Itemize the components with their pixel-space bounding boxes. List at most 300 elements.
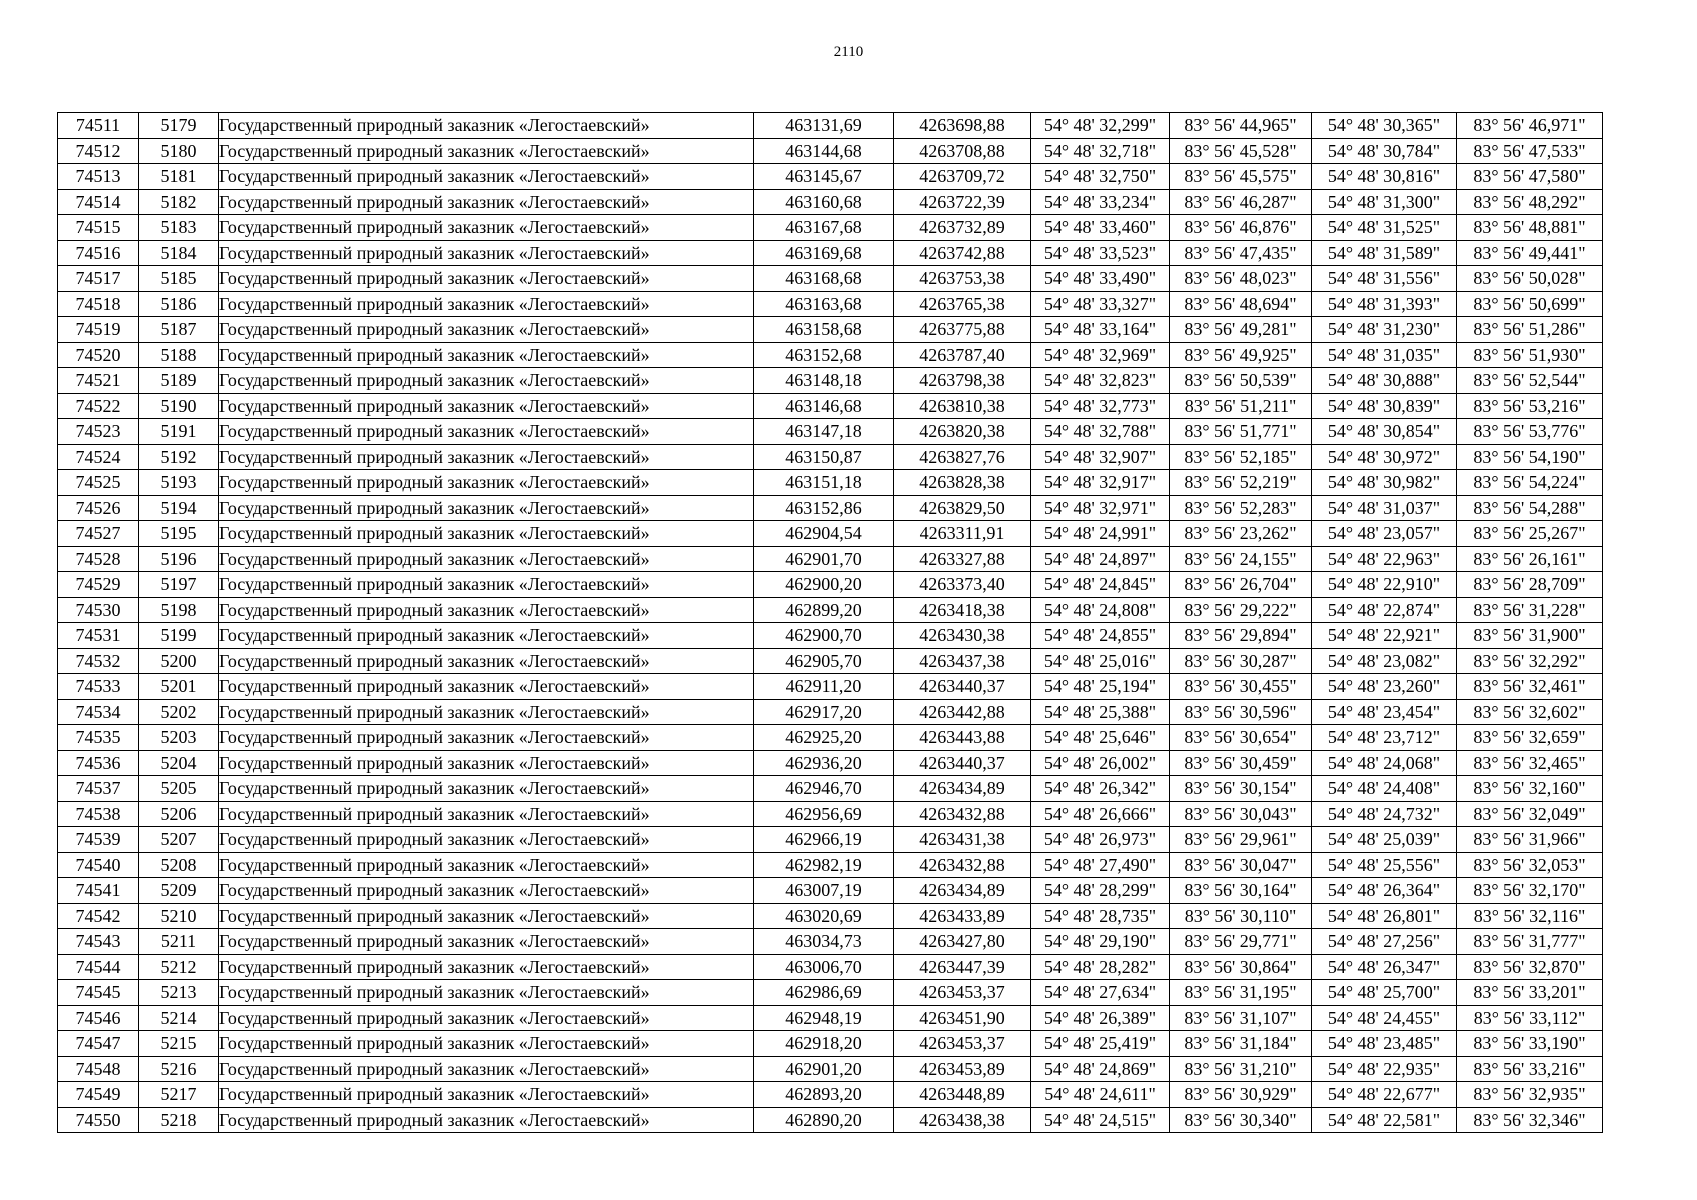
latitude-1-cell: 54° 48' 33,523" xyxy=(1031,240,1170,266)
longitude-1-cell: 83° 56' 49,925" xyxy=(1170,342,1312,368)
longitude-2-cell: 83° 56' 32,053" xyxy=(1457,852,1603,878)
row-number-cell: 74516 xyxy=(58,240,139,266)
longitude-2-cell: 83° 56' 54,190" xyxy=(1457,444,1603,470)
x-coordinate-cell: 463131,69 xyxy=(754,113,894,139)
object-name-cell: Государственный природный заказник «Легостаевский» xyxy=(219,699,754,725)
longitude-1-cell: 83° 56' 26,704" xyxy=(1170,572,1312,598)
table-row xyxy=(58,444,1603,470)
y-coordinate-cell: 4263432,88 xyxy=(894,852,1031,878)
row-number-cell: 74526 xyxy=(58,495,139,521)
latitude-1-cell: 54° 48' 24,897" xyxy=(1031,546,1170,572)
latitude-1-cell: 54° 48' 32,969" xyxy=(1031,342,1170,368)
x-coordinate-cell: 462899,20 xyxy=(754,597,894,623)
table-row xyxy=(58,419,1603,445)
row-number-cell: 74538 xyxy=(58,801,139,827)
object-name-cell: Государственный природный заказник «Легостаевский» xyxy=(219,521,754,547)
longitude-2-cell: 83° 56' 32,346" xyxy=(1457,1107,1603,1133)
longitude-2-cell: 83° 56' 33,216" xyxy=(1457,1056,1603,1082)
latitude-2-cell: 54° 48' 25,556" xyxy=(1312,852,1457,878)
row-number-cell: 74548 xyxy=(58,1056,139,1082)
table-row xyxy=(58,572,1603,598)
latitude-2-cell: 54° 48' 30,816" xyxy=(1312,164,1457,190)
latitude-1-cell: 54° 48' 33,164" xyxy=(1031,317,1170,343)
row-number-cell: 74546 xyxy=(58,1005,139,1031)
longitude-1-cell: 83° 56' 46,876" xyxy=(1170,215,1312,241)
row-number-cell: 74514 xyxy=(58,189,139,215)
longitude-1-cell: 83° 56' 48,694" xyxy=(1170,291,1312,317)
y-coordinate-cell: 4263437,38 xyxy=(894,648,1031,674)
longitude-2-cell: 83° 56' 33,190" xyxy=(1457,1031,1603,1057)
latitude-1-cell: 54° 48' 26,389" xyxy=(1031,1005,1170,1031)
point-number-cell: 5214 xyxy=(139,1005,219,1031)
longitude-2-cell: 83° 56' 46,971" xyxy=(1457,113,1603,139)
latitude-1-cell: 54° 48' 29,190" xyxy=(1031,929,1170,955)
latitude-2-cell: 54° 48' 27,256" xyxy=(1312,929,1457,955)
latitude-2-cell: 54° 48' 22,935" xyxy=(1312,1056,1457,1082)
x-coordinate-cell: 462925,20 xyxy=(754,725,894,751)
x-coordinate-cell: 462900,20 xyxy=(754,572,894,598)
table-row xyxy=(58,546,1603,572)
latitude-1-cell: 54° 48' 32,907" xyxy=(1031,444,1170,470)
longitude-1-cell: 83° 56' 45,528" xyxy=(1170,138,1312,164)
latitude-2-cell: 54° 48' 30,854" xyxy=(1312,419,1457,445)
longitude-2-cell: 83° 56' 32,870" xyxy=(1457,954,1603,980)
latitude-1-cell: 54° 48' 32,917" xyxy=(1031,470,1170,496)
longitude-1-cell: 83° 56' 45,575" xyxy=(1170,164,1312,190)
latitude-2-cell: 54° 48' 30,839" xyxy=(1312,393,1457,419)
latitude-1-cell: 54° 48' 24,808" xyxy=(1031,597,1170,623)
latitude-1-cell: 54° 48' 33,490" xyxy=(1031,266,1170,292)
latitude-1-cell: 54° 48' 25,194" xyxy=(1031,674,1170,700)
longitude-1-cell: 83° 56' 30,654" xyxy=(1170,725,1312,751)
longitude-1-cell: 83° 56' 29,771" xyxy=(1170,929,1312,955)
row-number-cell: 74511 xyxy=(58,113,139,139)
row-number-cell: 74512 xyxy=(58,138,139,164)
x-coordinate-cell: 463160,68 xyxy=(754,189,894,215)
y-coordinate-cell: 4263440,37 xyxy=(894,674,1031,700)
point-number-cell: 5206 xyxy=(139,801,219,827)
x-coordinate-cell: 463168,68 xyxy=(754,266,894,292)
table-row xyxy=(58,495,1603,521)
longitude-2-cell: 83° 56' 49,441" xyxy=(1457,240,1603,266)
x-coordinate-cell: 463158,68 xyxy=(754,317,894,343)
longitude-2-cell: 83° 56' 53,216" xyxy=(1457,393,1603,419)
table-row xyxy=(58,623,1603,649)
longitude-2-cell: 83° 56' 50,699" xyxy=(1457,291,1603,317)
latitude-2-cell: 54° 48' 30,982" xyxy=(1312,470,1457,496)
latitude-2-cell: 54° 48' 31,589" xyxy=(1312,240,1457,266)
y-coordinate-cell: 4263373,40 xyxy=(894,572,1031,598)
longitude-2-cell: 83° 56' 26,161" xyxy=(1457,546,1603,572)
point-number-cell: 5179 xyxy=(139,113,219,139)
latitude-2-cell: 54° 48' 23,260" xyxy=(1312,674,1457,700)
object-name-cell: Государственный природный заказник «Легостаевский» xyxy=(219,929,754,955)
y-coordinate-cell: 4263765,38 xyxy=(894,291,1031,317)
x-coordinate-cell: 463007,19 xyxy=(754,878,894,904)
latitude-1-cell: 54° 48' 27,634" xyxy=(1031,980,1170,1006)
longitude-1-cell: 83° 56' 52,283" xyxy=(1170,495,1312,521)
longitude-1-cell: 83° 56' 50,539" xyxy=(1170,368,1312,394)
object-name-cell: Государственный природный заказник «Легостаевский» xyxy=(219,164,754,190)
longitude-1-cell: 83° 56' 31,107" xyxy=(1170,1005,1312,1031)
y-coordinate-cell: 4263453,37 xyxy=(894,980,1031,1006)
longitude-2-cell: 83° 56' 53,776" xyxy=(1457,419,1603,445)
x-coordinate-cell: 462904,54 xyxy=(754,521,894,547)
y-coordinate-cell: 4263432,88 xyxy=(894,801,1031,827)
object-name-cell: Государственный природный заказник «Легостаевский» xyxy=(219,776,754,802)
point-number-cell: 5197 xyxy=(139,572,219,598)
point-number-cell: 5200 xyxy=(139,648,219,674)
object-name-cell: Государственный природный заказник «Легостаевский» xyxy=(219,138,754,164)
longitude-1-cell: 83° 56' 29,222" xyxy=(1170,597,1312,623)
x-coordinate-cell: 463150,87 xyxy=(754,444,894,470)
y-coordinate-cell: 4263453,37 xyxy=(894,1031,1031,1057)
object-name-cell: Государственный природный заказник «Легостаевский» xyxy=(219,266,754,292)
y-coordinate-cell: 4263433,89 xyxy=(894,903,1031,929)
latitude-2-cell: 54° 48' 24,408" xyxy=(1312,776,1457,802)
row-number-cell: 74533 xyxy=(58,674,139,700)
latitude-1-cell: 54° 48' 24,991" xyxy=(1031,521,1170,547)
row-number-cell: 74534 xyxy=(58,699,139,725)
longitude-2-cell: 83° 56' 32,461" xyxy=(1457,674,1603,700)
table-row xyxy=(58,266,1603,292)
table-row xyxy=(58,113,1603,139)
longitude-2-cell: 83° 56' 25,267" xyxy=(1457,521,1603,547)
x-coordinate-cell: 463034,73 xyxy=(754,929,894,955)
x-coordinate-cell: 462911,20 xyxy=(754,674,894,700)
row-number-cell: 74547 xyxy=(58,1031,139,1057)
row-number-cell: 74542 xyxy=(58,903,139,929)
longitude-2-cell: 83° 56' 28,709" xyxy=(1457,572,1603,598)
point-number-cell: 5212 xyxy=(139,954,219,980)
row-number-cell: 74530 xyxy=(58,597,139,623)
latitude-1-cell: 54° 48' 32,299" xyxy=(1031,113,1170,139)
table-row xyxy=(58,215,1603,241)
longitude-2-cell: 83° 56' 31,777" xyxy=(1457,929,1603,955)
table-row xyxy=(58,521,1603,547)
latitude-2-cell: 54° 48' 22,921" xyxy=(1312,623,1457,649)
latitude-2-cell: 54° 48' 31,230" xyxy=(1312,317,1457,343)
row-number-cell: 74540 xyxy=(58,852,139,878)
object-name-cell: Государственный природный заказник «Легостаевский» xyxy=(219,419,754,445)
y-coordinate-cell: 4263451,90 xyxy=(894,1005,1031,1031)
longitude-1-cell: 83° 56' 30,929" xyxy=(1170,1082,1312,1108)
latitude-1-cell: 54° 48' 26,973" xyxy=(1031,827,1170,853)
longitude-2-cell: 83° 56' 51,286" xyxy=(1457,317,1603,343)
longitude-1-cell: 83° 56' 30,340" xyxy=(1170,1107,1312,1133)
y-coordinate-cell: 4263820,38 xyxy=(894,419,1031,445)
object-name-cell: Государственный природный заказник «Легостаевский» xyxy=(219,393,754,419)
longitude-1-cell: 83° 56' 30,459" xyxy=(1170,750,1312,776)
row-number-cell: 74521 xyxy=(58,368,139,394)
longitude-1-cell: 83° 56' 31,210" xyxy=(1170,1056,1312,1082)
object-name-cell: Государственный природный заказник «Легостаевский» xyxy=(219,980,754,1006)
object-name-cell: Государственный природный заказник «Легостаевский» xyxy=(219,1005,754,1031)
object-name-cell: Государственный природный заказник «Легостаевский» xyxy=(219,750,754,776)
point-number-cell: 5199 xyxy=(139,623,219,649)
x-coordinate-cell: 463145,67 xyxy=(754,164,894,190)
longitude-1-cell: 83° 56' 31,195" xyxy=(1170,980,1312,1006)
longitude-1-cell: 83° 56' 52,185" xyxy=(1170,444,1312,470)
y-coordinate-cell: 4263827,76 xyxy=(894,444,1031,470)
object-name-cell: Государственный природный заказник «Легостаевский» xyxy=(219,317,754,343)
longitude-2-cell: 83° 56' 32,935" xyxy=(1457,1082,1603,1108)
row-number-cell: 74517 xyxy=(58,266,139,292)
longitude-2-cell: 83° 56' 31,966" xyxy=(1457,827,1603,853)
x-coordinate-cell: 463152,86 xyxy=(754,495,894,521)
latitude-1-cell: 54° 48' 26,342" xyxy=(1031,776,1170,802)
table-row xyxy=(58,878,1603,904)
latitude-2-cell: 54° 48' 24,068" xyxy=(1312,750,1457,776)
point-number-cell: 5196 xyxy=(139,546,219,572)
latitude-2-cell: 54° 48' 31,035" xyxy=(1312,342,1457,368)
object-name-cell: Государственный природный заказник «Легостаевский» xyxy=(219,1082,754,1108)
latitude-1-cell: 54° 48' 28,735" xyxy=(1031,903,1170,929)
y-coordinate-cell: 4263447,39 xyxy=(894,954,1031,980)
object-name-cell: Государственный природный заказник «Легостаевский» xyxy=(219,495,754,521)
latitude-1-cell: 54° 48' 32,773" xyxy=(1031,393,1170,419)
point-number-cell: 5205 xyxy=(139,776,219,802)
longitude-2-cell: 83° 56' 51,930" xyxy=(1457,342,1603,368)
y-coordinate-cell: 4263798,38 xyxy=(894,368,1031,394)
row-number-cell: 74528 xyxy=(58,546,139,572)
latitude-2-cell: 54° 48' 25,700" xyxy=(1312,980,1457,1006)
longitude-2-cell: 83° 56' 54,288" xyxy=(1457,495,1603,521)
object-name-cell: Государственный природный заказник «Легостаевский» xyxy=(219,878,754,904)
longitude-1-cell: 83° 56' 30,455" xyxy=(1170,674,1312,700)
row-number-cell: 74518 xyxy=(58,291,139,317)
longitude-2-cell: 83° 56' 32,170" xyxy=(1457,878,1603,904)
table-row xyxy=(58,1005,1603,1031)
x-coordinate-cell: 462905,70 xyxy=(754,648,894,674)
point-number-cell: 5203 xyxy=(139,725,219,751)
point-number-cell: 5215 xyxy=(139,1031,219,1057)
latitude-1-cell: 54° 48' 25,646" xyxy=(1031,725,1170,751)
object-name-cell: Государственный природный заказник «Легостаевский» xyxy=(219,852,754,878)
y-coordinate-cell: 4263431,38 xyxy=(894,827,1031,853)
latitude-2-cell: 54° 48' 31,037" xyxy=(1312,495,1457,521)
y-coordinate-cell: 4263732,89 xyxy=(894,215,1031,241)
x-coordinate-cell: 462956,69 xyxy=(754,801,894,827)
longitude-1-cell: 83° 56' 23,262" xyxy=(1170,521,1312,547)
longitude-2-cell: 83° 56' 48,292" xyxy=(1457,189,1603,215)
point-number-cell: 5210 xyxy=(139,903,219,929)
table-row xyxy=(58,138,1603,164)
longitude-2-cell: 83° 56' 31,228" xyxy=(1457,597,1603,623)
y-coordinate-cell: 4263434,89 xyxy=(894,878,1031,904)
point-number-cell: 5183 xyxy=(139,215,219,241)
latitude-2-cell: 54° 48' 31,300" xyxy=(1312,189,1457,215)
longitude-1-cell: 83° 56' 30,154" xyxy=(1170,776,1312,802)
row-number-cell: 74525 xyxy=(58,470,139,496)
x-coordinate-cell: 462936,20 xyxy=(754,750,894,776)
longitude-1-cell: 83° 56' 29,894" xyxy=(1170,623,1312,649)
longitude-1-cell: 83° 56' 30,043" xyxy=(1170,801,1312,827)
latitude-2-cell: 54° 48' 23,454" xyxy=(1312,699,1457,725)
object-name-cell: Государственный природный заказник «Легостаевский» xyxy=(219,903,754,929)
row-number-cell: 74519 xyxy=(58,317,139,343)
y-coordinate-cell: 4263810,38 xyxy=(894,393,1031,419)
point-number-cell: 5194 xyxy=(139,495,219,521)
row-number-cell: 74520 xyxy=(58,342,139,368)
table-row xyxy=(58,954,1603,980)
latitude-2-cell: 54° 48' 22,677" xyxy=(1312,1082,1457,1108)
table-row xyxy=(58,852,1603,878)
object-name-cell: Государственный природный заказник «Легостаевский» xyxy=(219,444,754,470)
point-number-cell: 5191 xyxy=(139,419,219,445)
latitude-2-cell: 54° 48' 26,801" xyxy=(1312,903,1457,929)
y-coordinate-cell: 4263829,50 xyxy=(894,495,1031,521)
latitude-2-cell: 54° 48' 30,888" xyxy=(1312,368,1457,394)
y-coordinate-cell: 4263787,40 xyxy=(894,342,1031,368)
point-number-cell: 5189 xyxy=(139,368,219,394)
point-number-cell: 5185 xyxy=(139,266,219,292)
row-number-cell: 74527 xyxy=(58,521,139,547)
longitude-1-cell: 83° 56' 30,047" xyxy=(1170,852,1312,878)
x-coordinate-cell: 462918,20 xyxy=(754,1031,894,1057)
object-name-cell: Государственный природный заказник «Легостаевский» xyxy=(219,368,754,394)
longitude-2-cell: 83° 56' 47,533" xyxy=(1457,138,1603,164)
y-coordinate-cell: 4263327,88 xyxy=(894,546,1031,572)
row-number-cell: 74536 xyxy=(58,750,139,776)
x-coordinate-cell: 462890,20 xyxy=(754,1107,894,1133)
x-coordinate-cell: 462901,20 xyxy=(754,1056,894,1082)
object-name-cell: Государственный природный заказник «Легостаевский» xyxy=(219,240,754,266)
y-coordinate-cell: 4263440,37 xyxy=(894,750,1031,776)
object-name-cell: Государственный природный заказник «Легостаевский» xyxy=(219,113,754,139)
table-row xyxy=(58,699,1603,725)
longitude-1-cell: 83° 56' 49,281" xyxy=(1170,317,1312,343)
longitude-2-cell: 83° 56' 52,544" xyxy=(1457,368,1603,394)
row-number-cell: 74549 xyxy=(58,1082,139,1108)
table-row xyxy=(58,750,1603,776)
object-name-cell: Государственный природный заказник «Легостаевский» xyxy=(219,546,754,572)
object-name-cell: Государственный природный заказник «Легостаевский» xyxy=(219,623,754,649)
point-number-cell: 5195 xyxy=(139,521,219,547)
latitude-1-cell: 54° 48' 26,666" xyxy=(1031,801,1170,827)
object-name-cell: Государственный природный заказник «Легостаевский» xyxy=(219,725,754,751)
object-name-cell: Государственный природный заказник «Легостаевский» xyxy=(219,1107,754,1133)
row-number-cell: 74541 xyxy=(58,878,139,904)
x-coordinate-cell: 462917,20 xyxy=(754,699,894,725)
object-name-cell: Государственный природный заказник «Легостаевский» xyxy=(219,954,754,980)
object-name-cell: Государственный природный заказник «Легостаевский» xyxy=(219,648,754,674)
x-coordinate-cell: 463163,68 xyxy=(754,291,894,317)
point-number-cell: 5218 xyxy=(139,1107,219,1133)
x-coordinate-cell: 463146,68 xyxy=(754,393,894,419)
x-coordinate-cell: 463151,18 xyxy=(754,470,894,496)
longitude-2-cell: 83° 56' 33,201" xyxy=(1457,980,1603,1006)
latitude-1-cell: 54° 48' 24,515" xyxy=(1031,1107,1170,1133)
latitude-1-cell: 54° 48' 33,460" xyxy=(1031,215,1170,241)
row-number-cell: 74550 xyxy=(58,1107,139,1133)
latitude-1-cell: 54° 48' 24,845" xyxy=(1031,572,1170,598)
longitude-1-cell: 83° 56' 30,596" xyxy=(1170,699,1312,725)
y-coordinate-cell: 4263442,88 xyxy=(894,699,1031,725)
x-coordinate-cell: 463006,70 xyxy=(754,954,894,980)
latitude-1-cell: 54° 48' 27,490" xyxy=(1031,852,1170,878)
longitude-1-cell: 83° 56' 30,110" xyxy=(1170,903,1312,929)
object-name-cell: Государственный природный заказник «Легостаевский» xyxy=(219,1031,754,1057)
y-coordinate-cell: 4263753,38 xyxy=(894,266,1031,292)
row-number-cell: 74531 xyxy=(58,623,139,649)
y-coordinate-cell: 4263828,38 xyxy=(894,470,1031,496)
x-coordinate-cell: 463020,69 xyxy=(754,903,894,929)
y-coordinate-cell: 4263698,88 xyxy=(894,113,1031,139)
row-number-cell: 74529 xyxy=(58,572,139,598)
row-number-cell: 74545 xyxy=(58,980,139,1006)
longitude-2-cell: 83° 56' 32,659" xyxy=(1457,725,1603,751)
longitude-1-cell: 83° 56' 24,155" xyxy=(1170,546,1312,572)
table-row xyxy=(58,674,1603,700)
longitude-1-cell: 83° 56' 30,287" xyxy=(1170,648,1312,674)
row-number-cell: 74539 xyxy=(58,827,139,853)
table-row xyxy=(58,342,1603,368)
page-number: 2110 xyxy=(833,44,864,60)
longitude-2-cell: 83° 56' 32,160" xyxy=(1457,776,1603,802)
longitude-2-cell: 83° 56' 32,116" xyxy=(1457,903,1603,929)
x-coordinate-cell: 462948,19 xyxy=(754,1005,894,1031)
point-number-cell: 5182 xyxy=(139,189,219,215)
longitude-2-cell: 83° 56' 47,580" xyxy=(1457,164,1603,190)
x-coordinate-cell: 462966,19 xyxy=(754,827,894,853)
y-coordinate-cell: 4263418,38 xyxy=(894,597,1031,623)
x-coordinate-cell: 462901,70 xyxy=(754,546,894,572)
longitude-2-cell: 83° 56' 54,224" xyxy=(1457,470,1603,496)
latitude-2-cell: 54° 48' 23,057" xyxy=(1312,521,1457,547)
x-coordinate-cell: 462982,19 xyxy=(754,852,894,878)
point-number-cell: 5187 xyxy=(139,317,219,343)
table-row xyxy=(58,776,1603,802)
latitude-1-cell: 54° 48' 25,388" xyxy=(1031,699,1170,725)
longitude-1-cell: 83° 56' 47,435" xyxy=(1170,240,1312,266)
latitude-1-cell: 54° 48' 33,327" xyxy=(1031,291,1170,317)
y-coordinate-cell: 4263722,39 xyxy=(894,189,1031,215)
latitude-2-cell: 54° 48' 23,082" xyxy=(1312,648,1457,674)
point-number-cell: 5216 xyxy=(139,1056,219,1082)
longitude-2-cell: 83° 56' 31,900" xyxy=(1457,623,1603,649)
y-coordinate-cell: 4263742,88 xyxy=(894,240,1031,266)
row-number-cell: 74524 xyxy=(58,444,139,470)
latitude-1-cell: 54° 48' 28,299" xyxy=(1031,878,1170,904)
point-number-cell: 5193 xyxy=(139,470,219,496)
latitude-1-cell: 54° 48' 32,788" xyxy=(1031,419,1170,445)
longitude-2-cell: 83° 56' 32,292" xyxy=(1457,648,1603,674)
table-row xyxy=(58,291,1603,317)
longitude-2-cell: 83° 56' 33,112" xyxy=(1457,1005,1603,1031)
longitude-1-cell: 83° 56' 48,023" xyxy=(1170,266,1312,292)
longitude-2-cell: 83° 56' 50,028" xyxy=(1457,266,1603,292)
object-name-cell: Государственный природный заказник «Легостаевский» xyxy=(219,215,754,241)
latitude-1-cell: 54° 48' 24,855" xyxy=(1031,623,1170,649)
latitude-1-cell: 54° 48' 25,419" xyxy=(1031,1031,1170,1057)
latitude-1-cell: 54° 48' 32,823" xyxy=(1031,368,1170,394)
table-row xyxy=(58,317,1603,343)
object-name-cell: Государственный природный заказник «Легостаевский» xyxy=(219,674,754,700)
point-number-cell: 5188 xyxy=(139,342,219,368)
longitude-2-cell: 83° 56' 32,602" xyxy=(1457,699,1603,725)
table-row xyxy=(58,801,1603,827)
object-name-cell: Государственный природный заказник «Легостаевский» xyxy=(219,597,754,623)
table-row xyxy=(58,648,1603,674)
latitude-2-cell: 54° 48' 30,972" xyxy=(1312,444,1457,470)
point-number-cell: 5213 xyxy=(139,980,219,1006)
point-number-cell: 5211 xyxy=(139,929,219,955)
x-coordinate-cell: 463169,68 xyxy=(754,240,894,266)
latitude-1-cell: 54° 48' 33,234" xyxy=(1031,189,1170,215)
table-row xyxy=(58,903,1603,929)
table-row xyxy=(58,929,1603,955)
